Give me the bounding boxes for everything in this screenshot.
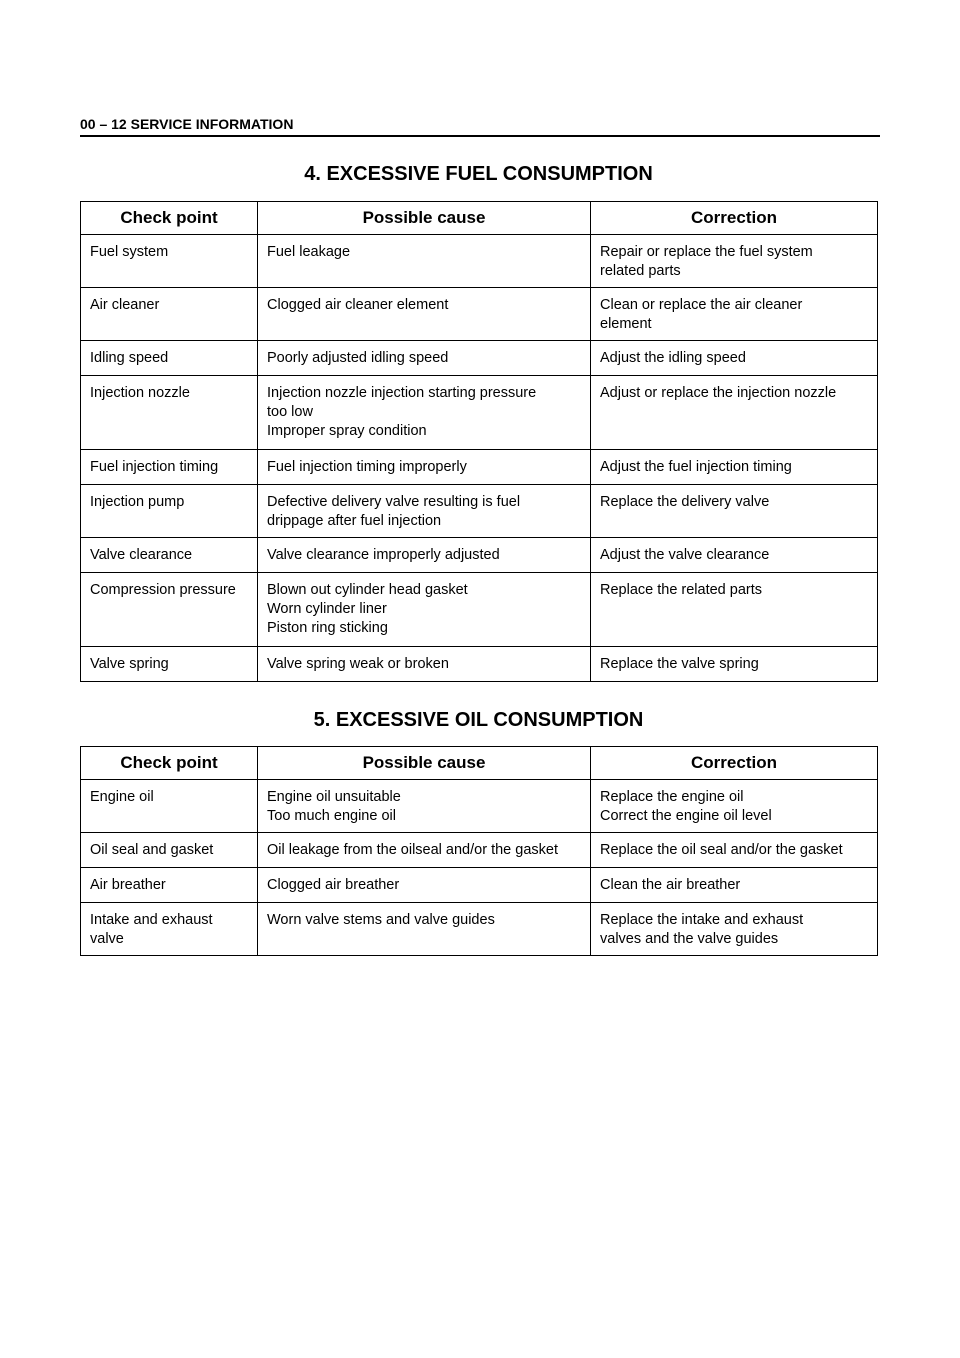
possible-cause-cell: [258, 288, 591, 341]
cause-line: Blown out cylinder head gasket: [267, 582, 468, 598]
possible-cause-cell: [258, 341, 591, 376]
check-point-text: Oil seal and gasket: [90, 842, 214, 858]
check-point-cell: [81, 647, 258, 682]
cause-line: Worn valve stems and valve guides: [267, 912, 495, 928]
correction-line: Replace the engine oil: [600, 789, 744, 805]
check-point-text: Compression pressure: [90, 582, 236, 598]
correction-line: Replace the delivery valve: [600, 494, 770, 510]
check-point-cell: [81, 376, 258, 450]
check-point-cell: [81, 780, 258, 833]
cause-line: Piston ring sticking: [267, 620, 388, 636]
cause-line: Poorly adjusted idling speed: [267, 350, 449, 366]
cause-line: Too much engine oil: [267, 808, 396, 824]
table-row: [81, 538, 878, 573]
check-point-cell: [81, 341, 258, 376]
column-header-possible-cause: Possible cause: [258, 202, 591, 235]
check-point-text: Injection pump: [90, 494, 185, 510]
check-point-cell: [81, 903, 258, 956]
check-point-text: Fuel system: [90, 244, 169, 260]
possible-cause-cell: [258, 538, 591, 573]
fuel-consumption-table: [80, 201, 878, 682]
correction-line: Adjust the valve clearance: [600, 547, 770, 563]
check-point-text: Injection nozzle: [90, 385, 190, 401]
correction-cell: [591, 833, 878, 868]
check-point-text: Valve clearance: [90, 547, 193, 563]
correction-cell: [591, 235, 878, 288]
column-header-check-point: Check point: [81, 202, 258, 235]
correction-line: Replace the valve spring: [600, 656, 759, 672]
correction-cell: [591, 573, 878, 647]
correction-line: Correct the engine oil level: [600, 808, 772, 824]
cause-line: Oil leakage from the oilseal and/or the gasket: [267, 842, 558, 858]
table-row: [81, 903, 878, 956]
correction-cell: [591, 647, 878, 682]
cause-line: Clogged air cleaner element: [267, 297, 449, 313]
possible-cause-cell: [258, 833, 591, 868]
check-point-cell: [81, 573, 258, 647]
column-header-correction: Correction: [591, 747, 878, 780]
check-point-text: Air cleaner: [90, 297, 160, 313]
correction-line: Replace the intake and exhaust: [600, 912, 804, 928]
correction-cell: [591, 485, 878, 538]
correction-line: Repair or replace the fuel system: [600, 244, 813, 260]
possible-cause-cell: [258, 780, 591, 833]
cause-line: Injection nozzle injection starting pressure: [267, 385, 537, 401]
table-header-row: [81, 202, 878, 235]
check-point-cell: [81, 538, 258, 573]
correction-cell: [591, 341, 878, 376]
table-row: [81, 288, 878, 341]
table-row: [81, 376, 878, 450]
column-header-possible-cause: Possible cause: [258, 747, 591, 780]
table-row: [81, 647, 878, 682]
possible-cause-cell: [258, 868, 591, 903]
cause-line: too low: [267, 404, 313, 420]
possible-cause-cell: [258, 647, 591, 682]
cause-line: Valve spring weak or broken: [267, 656, 449, 672]
correction-line: element: [600, 316, 652, 332]
correction-line: Replace the oil seal and/or the gasket: [600, 842, 843, 858]
correction-cell: [591, 868, 878, 903]
possible-cause-cell: [258, 903, 591, 956]
check-point-text: Idling speed: [90, 350, 169, 366]
check-point-text: Valve spring: [90, 656, 169, 672]
table-row: [81, 235, 878, 288]
correction-cell: [591, 376, 878, 450]
check-point-text: Intake and exhaust valve: [90, 912, 213, 947]
page-header: 00 – 12 SERVICE INFORMATION: [80, 116, 880, 137]
check-point-text: Fuel injection timing: [90, 459, 219, 475]
correction-cell: [591, 288, 878, 341]
possible-cause-cell: [258, 235, 591, 288]
cause-line: drippage after fuel injection: [267, 513, 442, 529]
section-title-oil-consumption: 5. EXCESSIVE OIL CONSUMPTION: [313, 709, 644, 731]
correction-line: Clean or replace the air cleaner: [600, 297, 803, 313]
table-row: [81, 485, 878, 538]
correction-cell: [591, 780, 878, 833]
table-row: [81, 341, 878, 376]
correction-line: Adjust or replace the injection nozzle: [600, 385, 837, 401]
table-row: [81, 868, 878, 903]
correction-line: valves and the valve guides: [600, 931, 779, 947]
correction-line: Clean the air breather: [600, 877, 741, 893]
correction-line: Replace the related parts: [600, 582, 763, 598]
column-header-correction: Correction: [591, 202, 878, 235]
cause-line: Worn cylinder liner: [267, 601, 387, 617]
check-point-text: Engine oil: [90, 789, 154, 805]
correction-cell: [591, 903, 878, 956]
correction-line: related parts: [600, 263, 681, 279]
column-header-check-point: Check point: [81, 747, 258, 780]
possible-cause-cell: [258, 376, 591, 450]
table-row: [81, 450, 878, 485]
correction-line: Adjust the idling speed: [600, 350, 746, 366]
cause-line: Improper spray condition: [267, 423, 427, 439]
check-point-text: Air breather: [90, 877, 166, 893]
oil-consumption-table: [80, 746, 878, 956]
possible-cause-cell: [258, 485, 591, 538]
check-point-cell: [81, 868, 258, 903]
table-row: [81, 573, 878, 647]
check-point-cell: [81, 833, 258, 868]
correction-line: Adjust the fuel injection timing: [600, 459, 792, 475]
check-point-cell: [81, 450, 258, 485]
cause-line: Defective delivery valve resulting is fuel: [267, 494, 521, 510]
cause-line: Fuel injection timing improperly: [267, 459, 467, 475]
cause-line: Clogged air breather: [267, 877, 400, 893]
cause-line: Valve clearance improperly adjusted: [267, 547, 500, 563]
correction-cell: [591, 538, 878, 573]
possible-cause-cell: [258, 573, 591, 647]
section-title-fuel-consumption: 4. EXCESSIVE FUEL CONSUMPTION: [304, 163, 653, 185]
table-row: [81, 833, 878, 868]
correction-cell: [591, 450, 878, 485]
table-header-row: [81, 747, 878, 780]
cause-line: Engine oil unsuitable: [267, 789, 401, 805]
check-point-cell: [81, 288, 258, 341]
check-point-cell: [81, 235, 258, 288]
table-row: [81, 780, 878, 833]
cause-line: Fuel leakage: [267, 244, 351, 260]
possible-cause-cell: [258, 450, 591, 485]
check-point-cell: [81, 485, 258, 538]
